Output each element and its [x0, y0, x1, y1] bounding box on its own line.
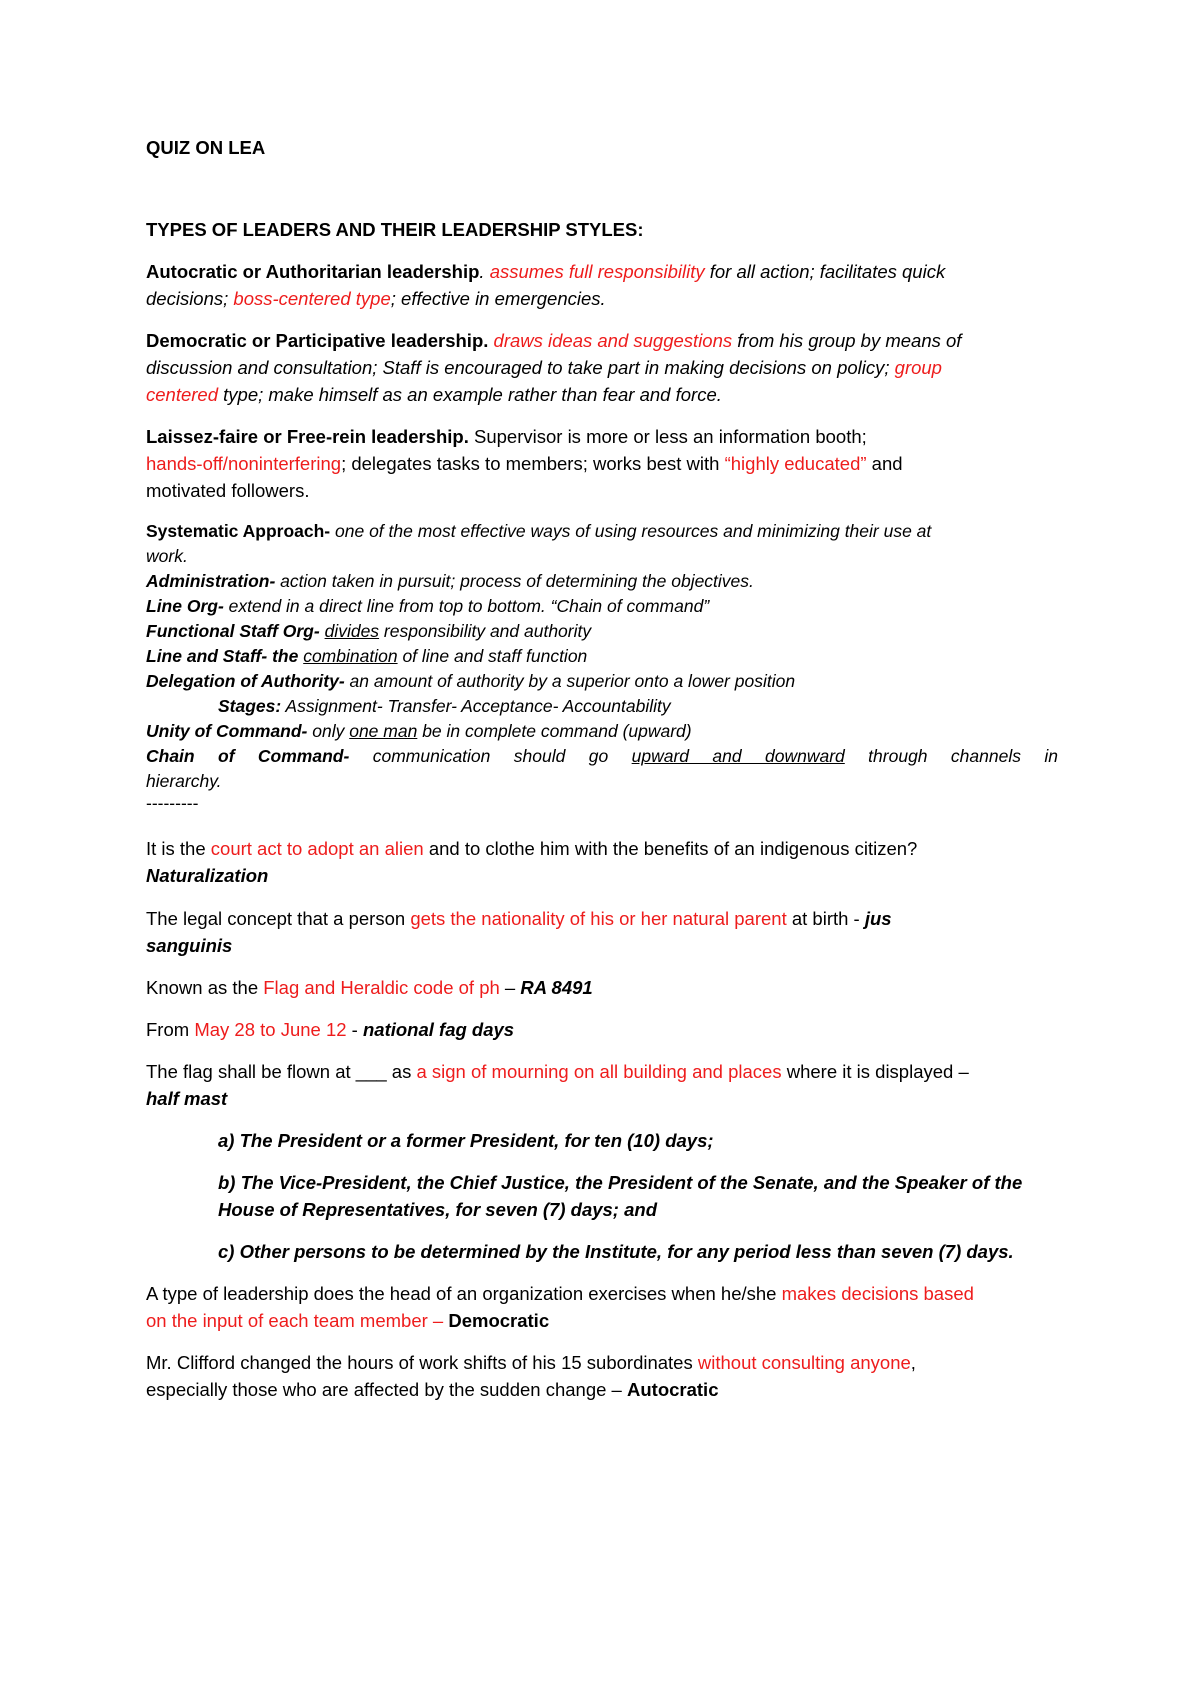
- functional-line: Functional Staff Org- divides responsibility and authority: [146, 621, 592, 641]
- section-heading: TYPES OF LEADERS AND THEIR LEADERSHIP STYLES:: [146, 219, 644, 240]
- systematic-line-2: work.: [146, 546, 188, 566]
- autocratic-line-1: Autocratic or Authoritarian leadership. assumes full responsibility for all action; facilitates quick: [146, 261, 946, 282]
- laissez-line-2: hands-off/noninterfering; delegates tasks to members; works best with “highly educated” and: [146, 453, 903, 474]
- list-item-c: c) Other persons to be determined by the Institute, for any period less than seven (7) days.: [218, 1241, 1014, 1262]
- democratic-line-1: Democratic or Participative leadership. draws ideas and suggestions from his group by means of: [146, 330, 962, 351]
- q2-answer: sanguinis: [146, 935, 233, 956]
- laissez-line-1: Laissez-faire or Free-rein leadership. Supervisor is more or less an information booth;: [146, 426, 867, 447]
- systematic-line-1: Systematic Approach- one of the most effective ways of using resources and minimizing their use at: [146, 521, 932, 541]
- democratic-highlight: draws ideas and suggestions: [493, 330, 733, 351]
- autocratic-highlight: assumes full responsibility: [489, 261, 705, 282]
- q4-line: From May 28 to June 12 - national fag days: [146, 1019, 515, 1040]
- q7-line-2: especially those who are affected by the sudden change – Autocratic: [146, 1379, 719, 1400]
- laissez-line-3: motivated followers.: [146, 480, 310, 501]
- autocratic-line-2: decisions; boss-centered type; effective in emergencies.: [146, 288, 606, 309]
- democratic-label: Democratic or Participative leadership.: [146, 330, 489, 351]
- line-staff-line: Line and Staff- the combination of line and staff function: [146, 646, 588, 666]
- administration-line: Administration- action taken in pursuit; process of determining the objectives.: [146, 571, 754, 591]
- systematic-label: Systematic Approach-: [146, 521, 331, 541]
- list-item-b-1: b) The Vice-President, the Chief Justice, the President of the Senate, and the Speaker of the: [218, 1172, 1023, 1193]
- q2-line: The legal concept that a person gets the nationality of his or her natural parent at birth - jus: [146, 908, 892, 929]
- stages-line: Stages: Assignment- Transfer- Acceptance- Accountability: [218, 696, 671, 716]
- q5-line: The flag shall be flown at ___ as a sign of mourning on all building and places where it is displayed –: [146, 1061, 969, 1082]
- list-item-a: a) The President or a former President, for ten (10) days;: [218, 1130, 714, 1151]
- q7-line-1: Mr. Clifford changed the hours of work shifts of his 15 subordinates without consulting anyone,: [146, 1352, 916, 1373]
- list-item-b-2: House of Representatives, for seven (7) days; and: [218, 1199, 657, 1220]
- chain-line-2: hierarchy.: [146, 771, 222, 791]
- autocratic-highlight-2: boss-centered type: [233, 288, 391, 309]
- divider: ---------: [146, 793, 199, 813]
- delegation-line: Delegation of Authority- an amount of authority by a superior onto a lower position: [146, 671, 796, 691]
- q3-line: Known as the Flag and Heraldic code of ph – RA 8491: [146, 977, 593, 998]
- line-org-line: Line Org- extend in a direct line from top to bottom. “Chain of command”: [146, 596, 710, 616]
- democratic-line-2: discussion and consultation; Staff is encouraged to take part in making decisions on policy; group: [146, 357, 942, 378]
- q1-line: It is the court act to adopt an alien and to clothe him with the benefits of an indigenous citizen?: [146, 838, 918, 859]
- laissez-label: Laissez-faire or Free-rein leadership.: [146, 426, 469, 447]
- q5-answer: half mast: [146, 1088, 228, 1109]
- q1-answer: Naturalization: [146, 865, 269, 886]
- autocratic-label: Autocratic or Authoritarian leadership: [146, 261, 480, 282]
- democratic-line-3: centered type; make himself as an example rather than fear and force.: [146, 384, 722, 405]
- unity-line: Unity of Command- only one man be in complete command (upward): [146, 721, 692, 741]
- doc-title: QUIZ ON LEA: [146, 137, 266, 158]
- chain-line-1: Chain of Command- communication should go upward and downward through channels in: [146, 746, 1058, 766]
- q6-line-2: on the input of each team member – Democratic: [146, 1310, 550, 1331]
- q6-line-1: A type of leadership does the head of an organization exercises when he/she makes decisions based: [146, 1283, 974, 1304]
